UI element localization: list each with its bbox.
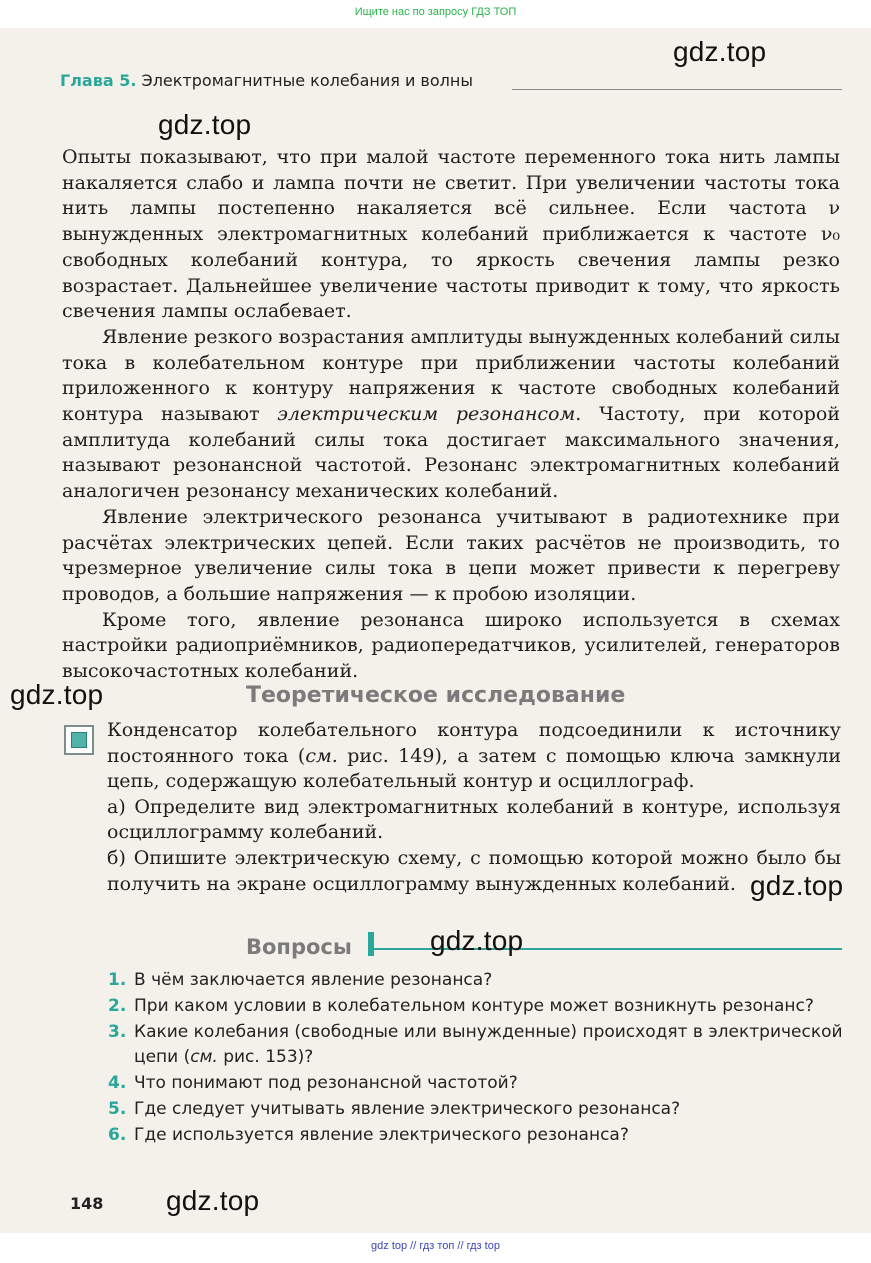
question-text-before: Какие колебания (свободные или вынужденные) происходят в электрической цепи ( (134, 1021, 843, 1068)
paragraph-resonance (62, 325, 840, 505)
task-intro (107, 718, 841, 795)
question-number: 3. (108, 1021, 127, 1042)
task-see: см. (305, 744, 338, 767)
watermark: gdz.top (10, 679, 104, 710)
question-number: 4. (108, 1073, 127, 1094)
question-text-after: рис. 153)? (217, 1047, 314, 1068)
paragraph-1: Опыты показывают, что при малой частоте переменного тока нить лампы накаляется слабо и лампа почти не светит. При увеличении частоты тока нить лампы постепенно накаляется всё сильнее. Если частота ν вынужденных электромагнитных колебаний приближается к частоте ν₀ свободных колебаний контура, то яркость свечения лампы резко возрастает. Дальнейшее увеличение частоты приводит к тому, что яркость свечения лампы ослабевает. (62, 146, 840, 323)
task-intro-after: рис. 149), а затем с помощью ключа замкнули цепь, содержащую колебательный контур и осциллограф. (107, 744, 842, 793)
page-number: 148 (70, 1194, 104, 1213)
questions-title-bar (368, 932, 374, 956)
question-item (108, 1123, 843, 1149)
chapter-number: Глава 5. (60, 71, 137, 90)
question-text: Что понимают под резонансной частотой? (134, 1073, 518, 1094)
watermark: gdz.top (750, 870, 844, 901)
resonance-text-after: . Частоту, при которой амплитуда колебаний силы тока достигает максимального значения, называют резонансной частотой. Резонанс электромагнитных колебаний аналогичен резонансу механических колебаний. (62, 403, 840, 503)
question-number: 1. (108, 970, 127, 990)
question-text: При каком условии в колебательном контуре может возникнуть резонанс? (134, 995, 814, 1016)
task-square-icon (64, 725, 94, 755)
questions-list (108, 968, 843, 1149)
resonance-text-before: Явление резкого возрастания амплитуды вынужденных колебаний силы тока в колебательном контуре при приближении частоты колебаний приложенного к контуру напряжения к частоте свободных колебаний контура называют (62, 325, 840, 426)
watermark: gdz.top (158, 109, 252, 140)
questions-title: Вопросы (246, 935, 352, 959)
body-text (62, 145, 840, 685)
task-a: а) Определите вид электромагнитных колебаний в контуре, используя осциллограмму колебаний. (107, 795, 841, 844)
watermark: gdz.top (673, 36, 767, 67)
chapter-header (60, 71, 473, 90)
question-text: Где используется явление электрического резонанса? (134, 1124, 629, 1145)
question-text: В чём заключается явление резонанса? (134, 970, 493, 990)
question-text (134, 1020, 843, 1072)
task-intro-before: Конденсатор колебательного контура подсоединили к источнику постоянного тока ( (107, 719, 841, 767)
question-number: 5. (108, 1098, 127, 1119)
top-banner: Ищите нас по запросу ГДЗ ТОП (354, 6, 517, 18)
question-item (108, 1071, 843, 1097)
paragraph-4: Кроме того, явление резонанса широко используется в схемах настройки радиоприёмников, радиопередатчиков, усилителей, генераторов высокочастотных колебаний. (62, 608, 840, 683)
question-text: Где следует учитывать явление электрического резонанса? (134, 1098, 681, 1119)
bottom-banner: gdz top // гдз топ // гдз top (371, 1240, 500, 1252)
paragraph-3: Явление электрического резонанса учитывают в радиотехнике при расчётах электрических цепей. Если таких расчётов не производить, то чрезмерное увеличение силы тока в цепи может привести к перегреву проводов, а большие напряжения — к пробою изоляции. (62, 505, 840, 605)
resonance-term: электрическим резонансом (277, 403, 576, 426)
question-number: 6. (108, 1124, 127, 1145)
header-rule (512, 89, 842, 90)
section-title: Теоретическое исследование (246, 683, 626, 708)
question-item (108, 1097, 843, 1123)
task-text (107, 718, 841, 897)
question-number: 2. (108, 995, 127, 1016)
question-see: см. (190, 1047, 218, 1068)
question-item (108, 968, 843, 994)
watermark: gdz.top (166, 1185, 260, 1216)
question-item (108, 1020, 843, 1072)
chapter-title: Электромагнитные колебания и волны (141, 71, 473, 90)
task-b: б) Опишите электрическую схему, с помощью которой можно было бы получить на экране осциллограмму вынужденных колебаний. (107, 846, 841, 895)
question-item (108, 994, 843, 1020)
watermark: gdz.top (430, 925, 524, 956)
